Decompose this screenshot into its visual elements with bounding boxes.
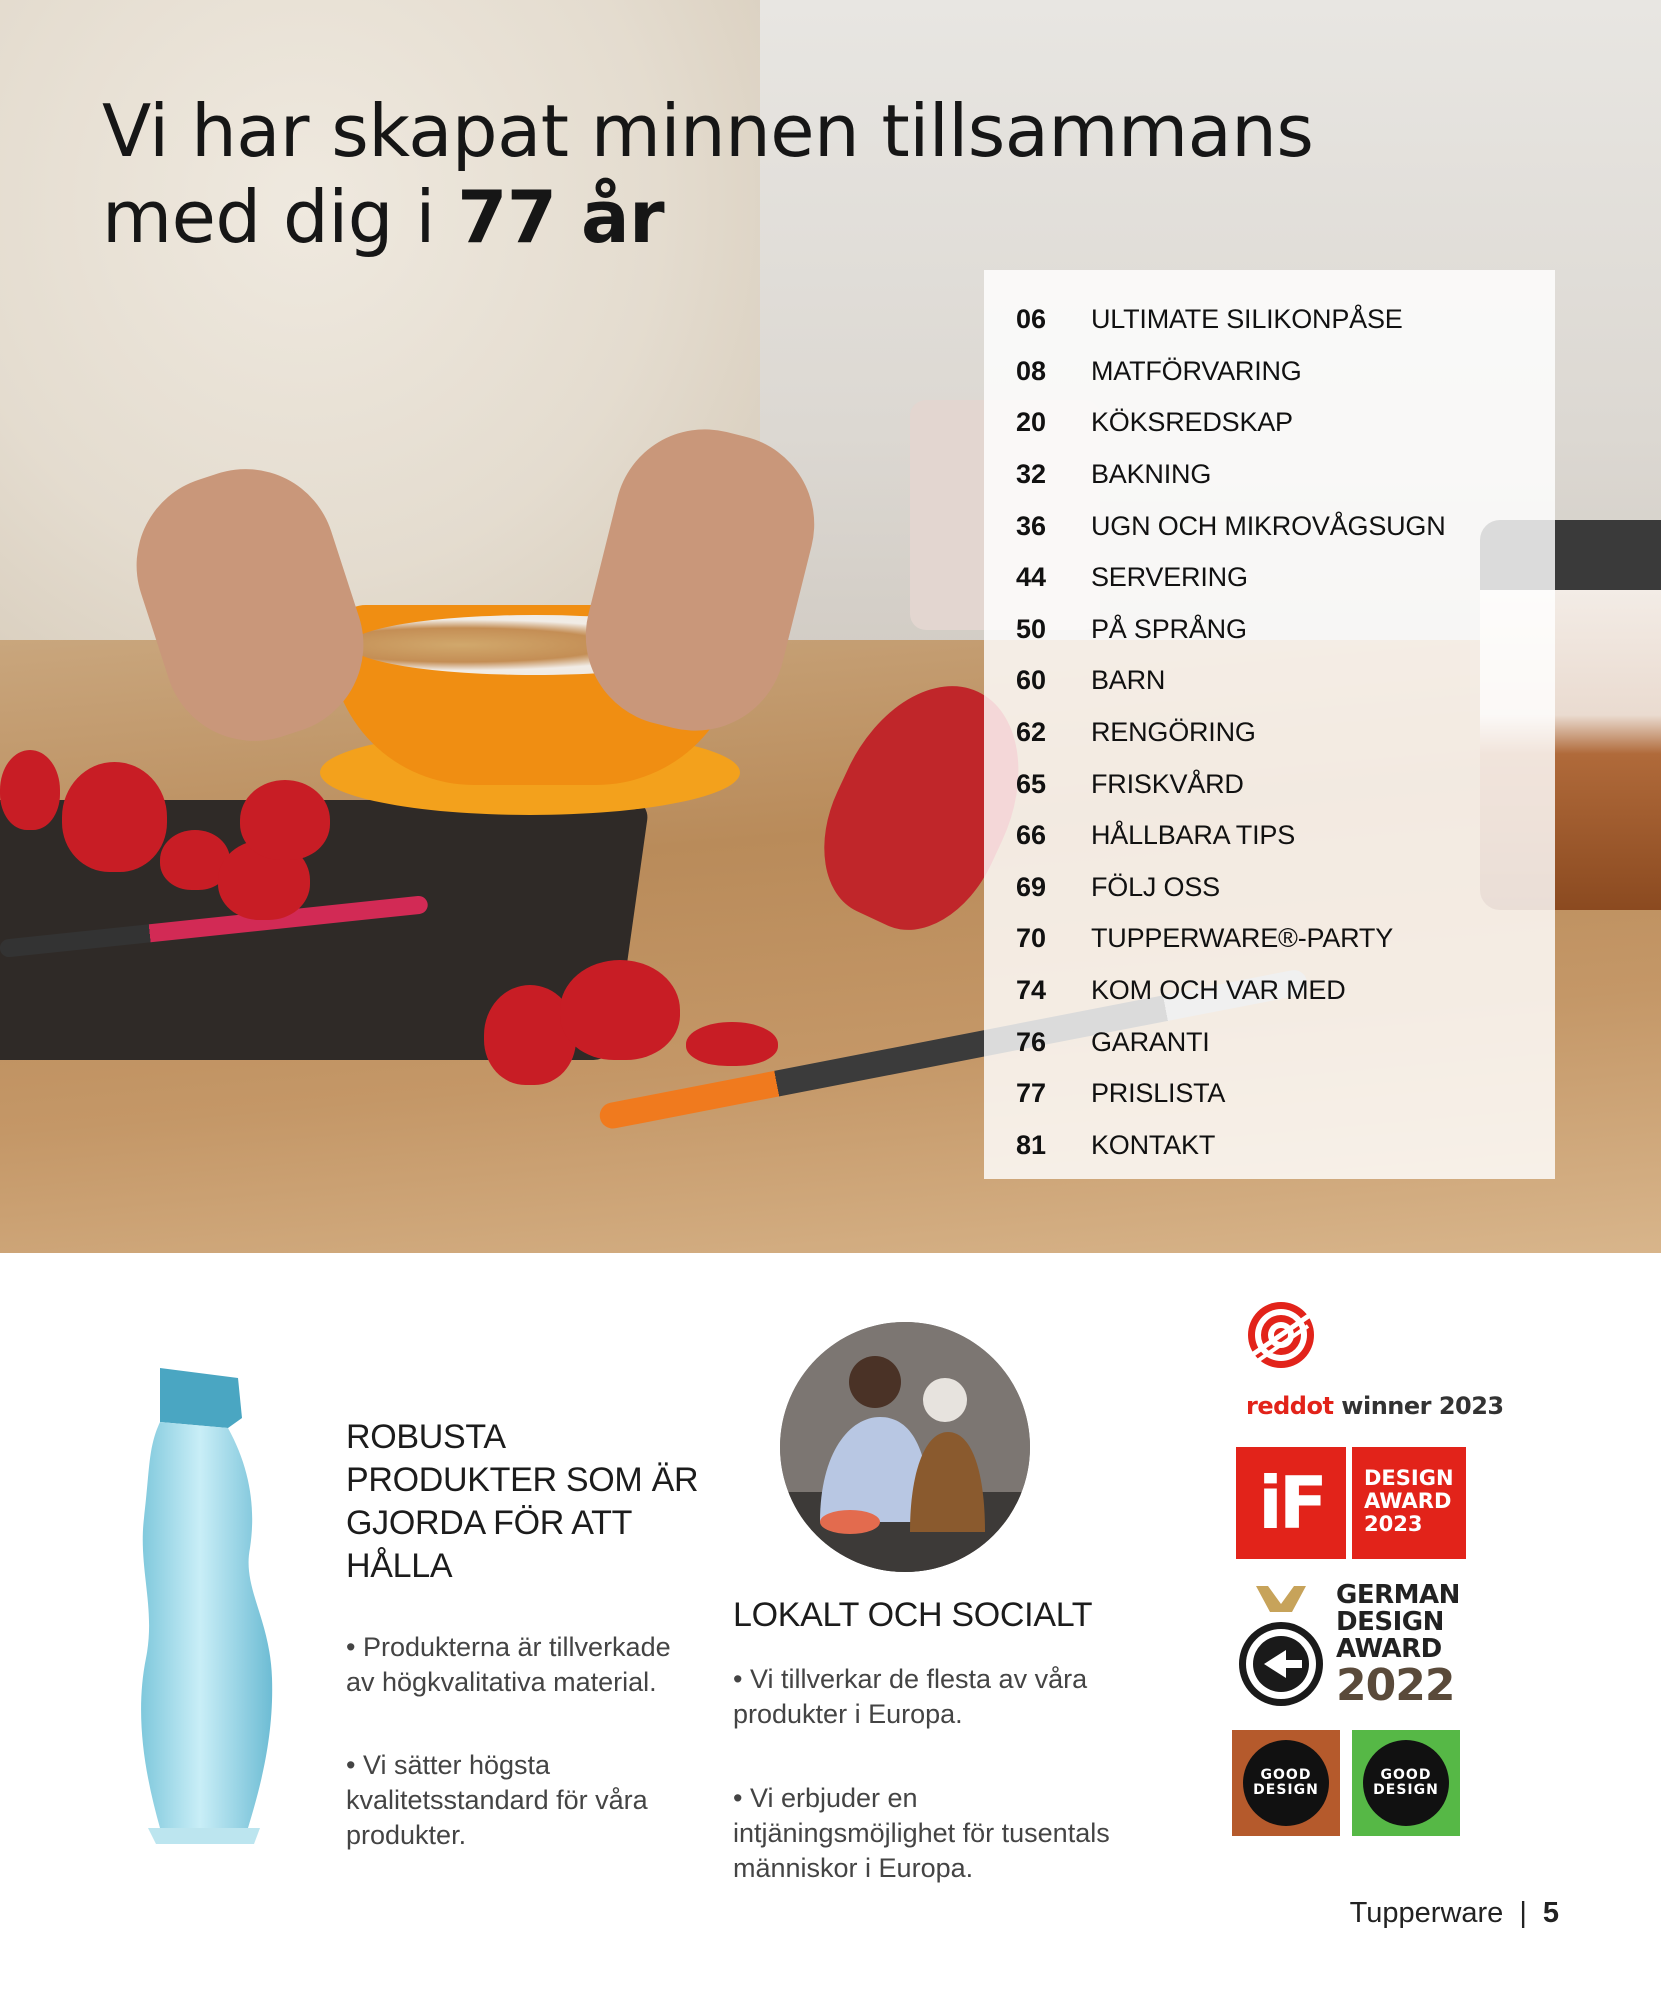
toc-title: ULTIMATE SILIKONPÅSE [1091,304,1403,335]
page-number: 5 [1542,1897,1559,1929]
if-line-2: AWARD [1364,1489,1452,1513]
people-illustration [780,1322,1030,1572]
toc-page-number: 32 [1016,459,1047,490]
toc-page-number: 36 [1016,510,1047,541]
toc-item[interactable] [1016,1016,1555,1068]
toc-item[interactable] [1016,397,1555,449]
toc-page-number: 44 [1016,562,1047,593]
if-logo: iF [1236,1447,1346,1559]
toc-title: TUPPERWARE®-PARTY [1091,923,1394,954]
toc-title: KONTAKT [1091,1129,1216,1160]
good-design-label: GOOD DESIGN [1243,1740,1329,1826]
page-footer [1350,1897,1559,1930]
toc-item[interactable] [1016,913,1555,965]
toc-title: UGN OCH MIKROVÅGSUGN [1091,510,1446,541]
local-social-heading: LOKALT OCH SOCIALT [733,1596,1093,1634]
headline-line2-bold: 77 år [457,175,665,259]
toc-page-number: 65 [1016,768,1047,799]
toc-page-number: 74 [1016,975,1047,1006]
local-bullet-1: • Vi tillverkar de flesta av våra produkter i Europa. [733,1664,1088,1729]
toc-title: GARANTI [1091,1026,1210,1057]
toc-title: PÅ SPRÅNG [1091,613,1247,644]
local-bullet-2: • Vi erbjuder en intjäningsmöjlighet för tusentals människor i Europa. [733,1783,1110,1883]
reddot-logo-icon [1246,1300,1316,1370]
gda-line-3: AWARD [1336,1634,1442,1664]
toc-title: SERVERING [1091,562,1248,593]
toc-item[interactable] [1016,294,1555,346]
toc-item[interactable] [1016,449,1555,501]
toc-item[interactable] [1016,552,1555,604]
toc-page-number: 70 [1016,923,1047,954]
toc-title: HÅLLBARA TIPS [1091,820,1296,851]
gda-line-1: GERMAN [1336,1580,1460,1610]
people-photo [780,1322,1030,1572]
toc-title: RENGÖRING [1091,717,1256,748]
toc-page-number: 62 [1016,717,1047,748]
toc-item[interactable] [1016,604,1555,656]
if-award-text [1352,1447,1466,1559]
german-design-award-text [1336,1582,1476,1709]
toc-page-number: 50 [1016,613,1047,644]
toc-item[interactable] [1016,1068,1555,1120]
footer-brand: Tupperware [1349,1897,1504,1929]
toc-page-number: 60 [1016,665,1047,696]
toc-page-number: 81 [1016,1129,1047,1160]
toc-title: FRISKVÅRD [1091,768,1244,799]
toc-page-number: 77 [1016,1078,1047,1109]
toc-item[interactable] [1016,1120,1555,1172]
toc-title: MATFÖRVARING [1091,355,1302,386]
strawberry [686,1022,778,1066]
toc-page-number: 08 [1016,355,1047,386]
gda-year: 2022 [1336,1660,1455,1711]
good-design-badge-brown [1232,1730,1340,1836]
reddot-winner: winner 2023 [1333,1392,1504,1420]
toc-item[interactable] [1016,346,1555,398]
toc-item[interactable] [1016,655,1555,707]
strawberry [240,780,330,860]
toc-item[interactable] [1016,758,1555,810]
gda-line-2: DESIGN [1336,1607,1444,1637]
toc-page-number: 76 [1016,1026,1047,1057]
reddot-brand: reddot [1246,1392,1334,1420]
toc-title: BAKNING [1091,459,1212,490]
reddot-award-text [1246,1392,1504,1420]
strawberry [560,960,680,1060]
toc-title: KÖKSREDSKAP [1091,407,1293,438]
strawberry [62,762,167,872]
toc-title: FÖLJ OSS [1091,871,1220,902]
strawberry [0,750,60,830]
water-bottle-image [130,1358,290,1848]
toc-title: BARN [1091,665,1166,696]
good-design-badge-green [1352,1730,1460,1836]
robust-bullet-2: • Vi sätter högsta kvalitetsstandard för våra produkter. [346,1750,648,1850]
toc-page-number: 06 [1016,304,1047,335]
toc-page-number: 69 [1016,871,1047,902]
headline-line1: Vi har skapat minnen tillsammans [102,89,1314,173]
toc-title: KOM OCH VAR MED [1091,975,1346,1006]
robust-products-heading: ROBUSTA PRODUKTER SOM ÄR GJORDA FÖR ATT HÅLLA [346,1418,699,1585]
toc-page-number: 66 [1016,820,1047,851]
if-design-award-badge [1236,1447,1466,1559]
table-of-contents [984,270,1555,1179]
page-headline [102,88,1402,260]
toc-item[interactable] [1016,500,1555,552]
if-line-1: DESIGN [1364,1466,1454,1490]
toc-page-number: 20 [1016,407,1047,438]
toc-title: PRISLISTA [1091,1078,1226,1109]
footer-separator: | [1519,1897,1527,1929]
toc-item[interactable] [1016,707,1555,759]
good-design-label: GOOD DESIGN [1363,1740,1449,1826]
if-line-3: 2023 [1364,1512,1423,1536]
toc-item[interactable] [1016,862,1555,914]
headline-line2-prefix: med dig i [102,175,458,259]
toc-item[interactable] [1016,965,1555,1017]
robust-bullet-1: • Produkterna är tillverkade av högkvalitativa material. [346,1632,671,1697]
toc-item[interactable] [1016,810,1555,862]
german-design-award-medal-icon [1234,1586,1328,1716]
